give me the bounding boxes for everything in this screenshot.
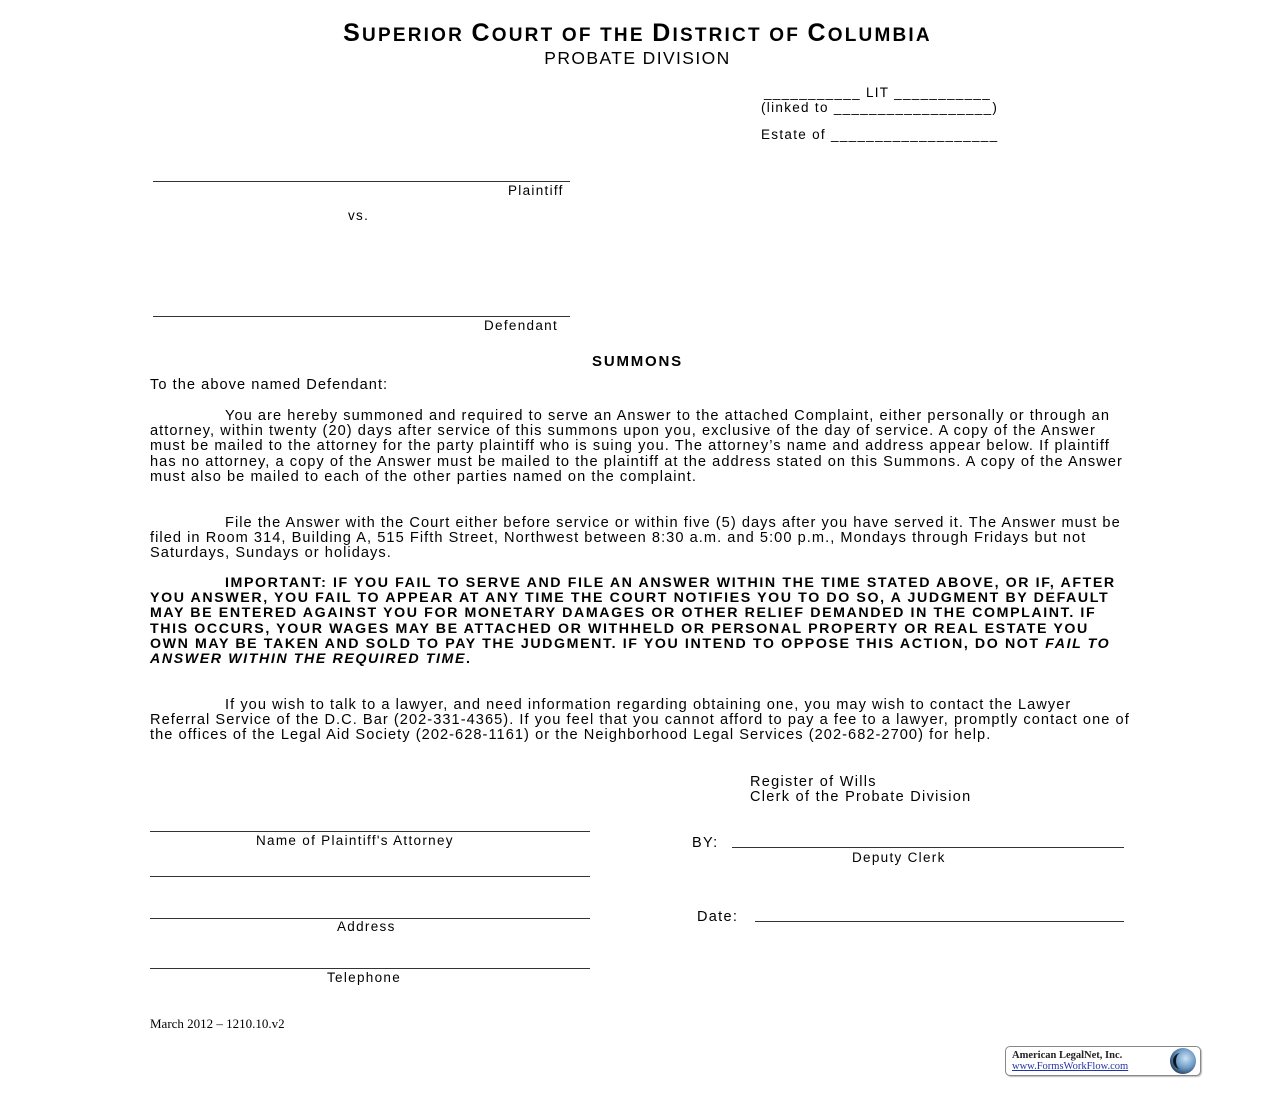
- clerk-title: Clerk of the Probate Division: [750, 789, 972, 805]
- division-subtitle: PROBATE DIVISION: [544, 48, 731, 68]
- address-label: Address: [337, 919, 396, 934]
- attorney-name-line[interactable]: [150, 831, 590, 832]
- form-code: March 2012 – 1210.10.v2: [150, 1016, 285, 1031]
- globe-logo-icon: [1170, 1048, 1196, 1074]
- lit-case-number-field[interactable]: ___________ LIT ___________: [764, 85, 992, 100]
- linked-to-field[interactable]: (linked to __________________): [761, 100, 999, 115]
- deputy-clerk-signature-line[interactable]: [732, 847, 1124, 848]
- by-label: BY:: [692, 835, 719, 851]
- paragraph-legal-help: If you wish to talk to a lawyer, and need information regarding obtaining one, you may wish to contact the Lawyer Referral Service of the D.C. Bar (202-331-4365). If you feel that you cannot afford to pay a fee to a lawyer, promptly contact one of the offices of the Legal Aid Society (202-628-1161) or the Neighborhood Legal Services (202-682-2700) for help.: [150, 697, 1130, 744]
- attorney-name-label: Name of Plaintiff's Attorney: [256, 833, 454, 848]
- attorney-telephone-line[interactable]: [150, 968, 590, 969]
- salutation: To the above named Defendant:: [150, 377, 389, 393]
- deputy-clerk-label: Deputy Clerk: [852, 850, 946, 865]
- paragraph-filing-instructions: File the Answer with the Court either before service or within five (5) days after you have served it. The Answer must be filed in Room 314, Building A, 515 Fifth Street, Northwest between 8:30 a.m. and 5:00 p.m., Mondays through Fridays but not Saturdays, Sundays or holidays.: [150, 515, 1121, 562]
- summons-heading: SUMMONS: [592, 353, 683, 370]
- defendant-name-line[interactable]: [153, 316, 570, 317]
- publisher-logo-badge[interactable]: [1005, 1046, 1201, 1076]
- estate-of-field[interactable]: Estate of ___________________: [761, 127, 999, 142]
- register-of-wills: Register of Wills: [750, 774, 877, 790]
- date-line[interactable]: [755, 921, 1124, 922]
- defendant-label: Defendant: [484, 318, 558, 333]
- date-label: Date:: [697, 909, 739, 925]
- plaintiff-label: Plaintiff: [508, 183, 564, 198]
- important-warning: IMPORTANT: IF YOU FAIL TO SERVE AND FILE AN ANSWER WITHIN THE TIME STATED ABOVE, OR IF, AFTER YOU ANSWER, YOU FAIL TO APPEAR AT ANY TIME THE COURT NOTIFIES YOU TO DO SO, A JUDGMENT BY DEFAULT MAY BE ENTERED AGAINST YOU FOR MONETARY DAMAGES OR OTHER RELIEF DEMANDED IN THE COMPLAINT. IF THIS OCCURS, YOUR WAGES MAY BE ATTACHED OR WITHHELD OR PERSONAL PROPERTY OR REAL ESTATE YOU OWN MAY BE TAKEN AND SOLD TO PAY THE JUDGMENT. IF YOU INTEND TO OPPOSE THIS ACTION, DO NOT FAIL TO ANSWER WITHIN THE REQUIRED TIME.: [150, 575, 1116, 668]
- attorney-extra-line[interactable]: [150, 876, 590, 877]
- telephone-label: Telephone: [327, 970, 402, 985]
- paragraph-answer-requirement: You are hereby summoned and required to serve an Answer to the attached Complaint, either personally or through an attorney, within twenty (20) days after service of this summons upon you, exclusive of the day of service. A copy of the Answer must be mailed to the attorney for the party plaintiff who is suing you. The attorney’s name and address appear below. If plaintiff has no attorney, a copy of the Answer must be mailed to the plaintiff at the address stated on this Summons. A copy of the Answer must also be mailed to each of the other parties named on the complaint.: [150, 408, 1123, 485]
- plaintiff-name-line[interactable]: [153, 181, 570, 182]
- vs-label: vs.: [348, 208, 370, 223]
- publisher-name: American LegalNet, Inc.: [1012, 1050, 1123, 1061]
- court-title: SUPERIOR COURT OF THE DISTRICT OF COLUMBIA: [343, 19, 932, 47]
- publisher-url-link[interactable]: www.FormsWorkFlow.com: [1012, 1061, 1129, 1072]
